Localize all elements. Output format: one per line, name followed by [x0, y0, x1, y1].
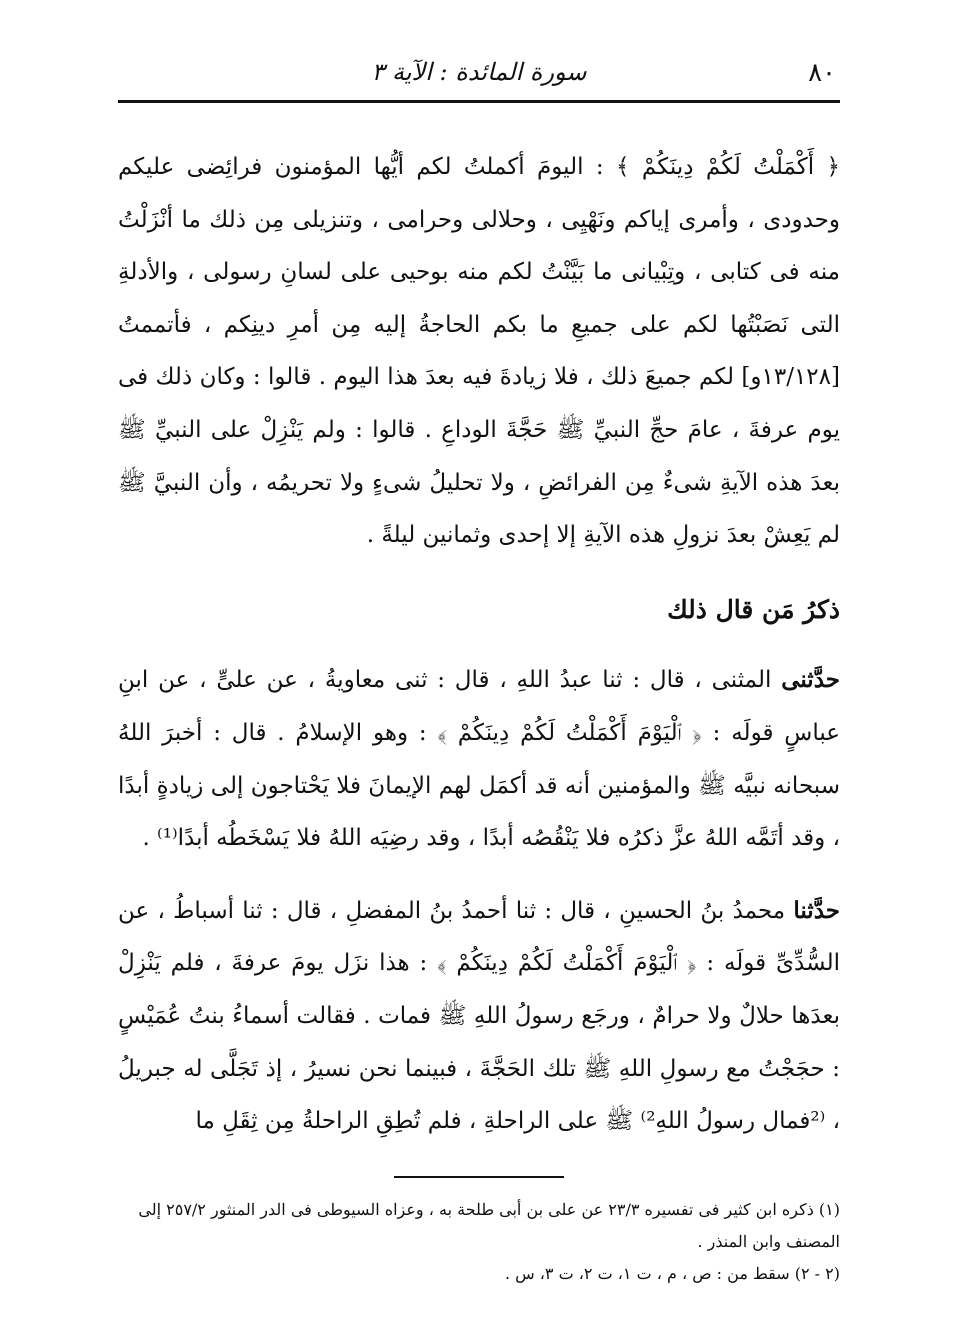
narration-text: محمدُ بنُ الحسينِ ، قال : ثنا أحمدُ بنُ المفضلِ ، قال : ثنا أسباطُ ، عن السُّدِّىِّ قولَه : ﴿ ٱلْيَوْمَ أَكْمَلْتُ لَكُمْ دِينَكُمْ ﴾ : هذا نزَل يومَ عرفةَ ، فلم يَنْزِلْ بعدَها حلالٌ ولا حرامٌ ، ورجَع رسولُ اللهِ ﷺ فمات . فقالت أسماءُ بنتُ عُمَيْسٍ : حجَجْتُ مع رسولِ اللهِ ﷺ تلك الحَجَّةَ ، فبينما نحن نسيرُ ، إذ تَجَلَّى له جبريلُ ، ⁽²فمال رسولُ اللهِ²⁾ ﷺ على الراحلةِ ، فلم تُطِقِ الراحلةُ مِن ثِقَلِ ما [118, 897, 840, 1135]
section-heading: ذكرُ مَن قال ذلك [667, 594, 840, 624]
narration-paragraph [118, 885, 840, 1148]
narration-text: المثنى ، قال : ثنا عبدُ اللهِ ، قال : ثنى معاويةُ ، عن علىٍّ ، عن ابنِ عباسٍ قولَه : ﴿ ٱلْيَوْمَ أَكْمَلْتُ لَكُمْ دِينَكُمْ ﴾ : وهو الإسلامُ . قال : أخبرَ اللهُ سبحانه نبيَّه ﷺ والمؤمنين أنه قد أكمَل لهم الإيمانَ فلا يَحْتاجون إلى زيادةٍ أبدًا ، وقد أتَمَّه اللهُ عزَّ ذكرُه فلا يَنْقُصُه أبدًا ، وقد رضِيَه اللهُ فلا يَسْخَطُه أبدًا⁽¹⁾ . [118, 667, 840, 852]
narration-paragraph [118, 654, 840, 864]
intro-paragraph: ﴿ أَكْمَلْتُ لَكُمْ دِينَكُمْ ﴾ : اليومَ أكملتُ لكم أيُّها المؤمنون فرائِضى عليكم وحدودى ، وأمرى إياكم ونَهْيِى ، وحلالى وحرامى ، وتنزيلى مِن ذلك ما أنْزَلْتُ منه فى كتابى ، وتِبْيانى ما بَيَّنْتُ لكم منه بوحيى على لسانِ رسولى ، والأدلةِ التى نَصَبْتُها لكم على جميعِ ما بكم الحاجةُ إليه مِن أمرِ دينِكم ، فأتممتُ [١٣/١٢٨و] لكم جميعَ ذلك ، فلا زيادةَ فيه بعدَ هذا اليوم . قالوا : وكان ذلك فى يوم عرفةَ ، عامَ حجِّ النبيِّ ﷺ حَجَّةَ الوداعِ . قالوا : ولم يَنْزِلْ على النبيِّ ﷺ بعدَ هذه الآيةِ شىءٌ مِن الفرائضِ ، ولا تحليلُ شىءٍ ولا تحريمُه ، وأن النبيَّ ﷺ لم يَعِشْ بعدَ نزولِ هذه الآيةِ إلا إحدى وثمانين ليلةً . [118, 154, 840, 549]
main-text [118, 141, 840, 1148]
footnotes [118, 1194, 840, 1290]
footnote: (٢ - ٢) سقط من : ص ، م ، ت ١، ت ٢، ت ٣، س . [504, 1263, 840, 1283]
book-page [118, 48, 840, 1298]
page-header [118, 48, 840, 103]
running-title: سورة المائدة : الآية ٣ [371, 58, 587, 86]
footnote-divider [394, 1176, 564, 1178]
page-number: ٨٠ [808, 58, 836, 88]
narration-lead: حدَّثنا [793, 896, 840, 924]
footnote: (١) ذكره ابن كثير فى تفسيره ٢٣/٣ عن على بن أبى طلحة به ، وعزاه السيوطى فى الدر المنثور ٢٥٧/٢ إلى المصنف وابن المنذر . [138, 1199, 840, 1251]
paragraph-gap [118, 865, 840, 885]
narration-lead: حدَّثنى [781, 666, 840, 694]
